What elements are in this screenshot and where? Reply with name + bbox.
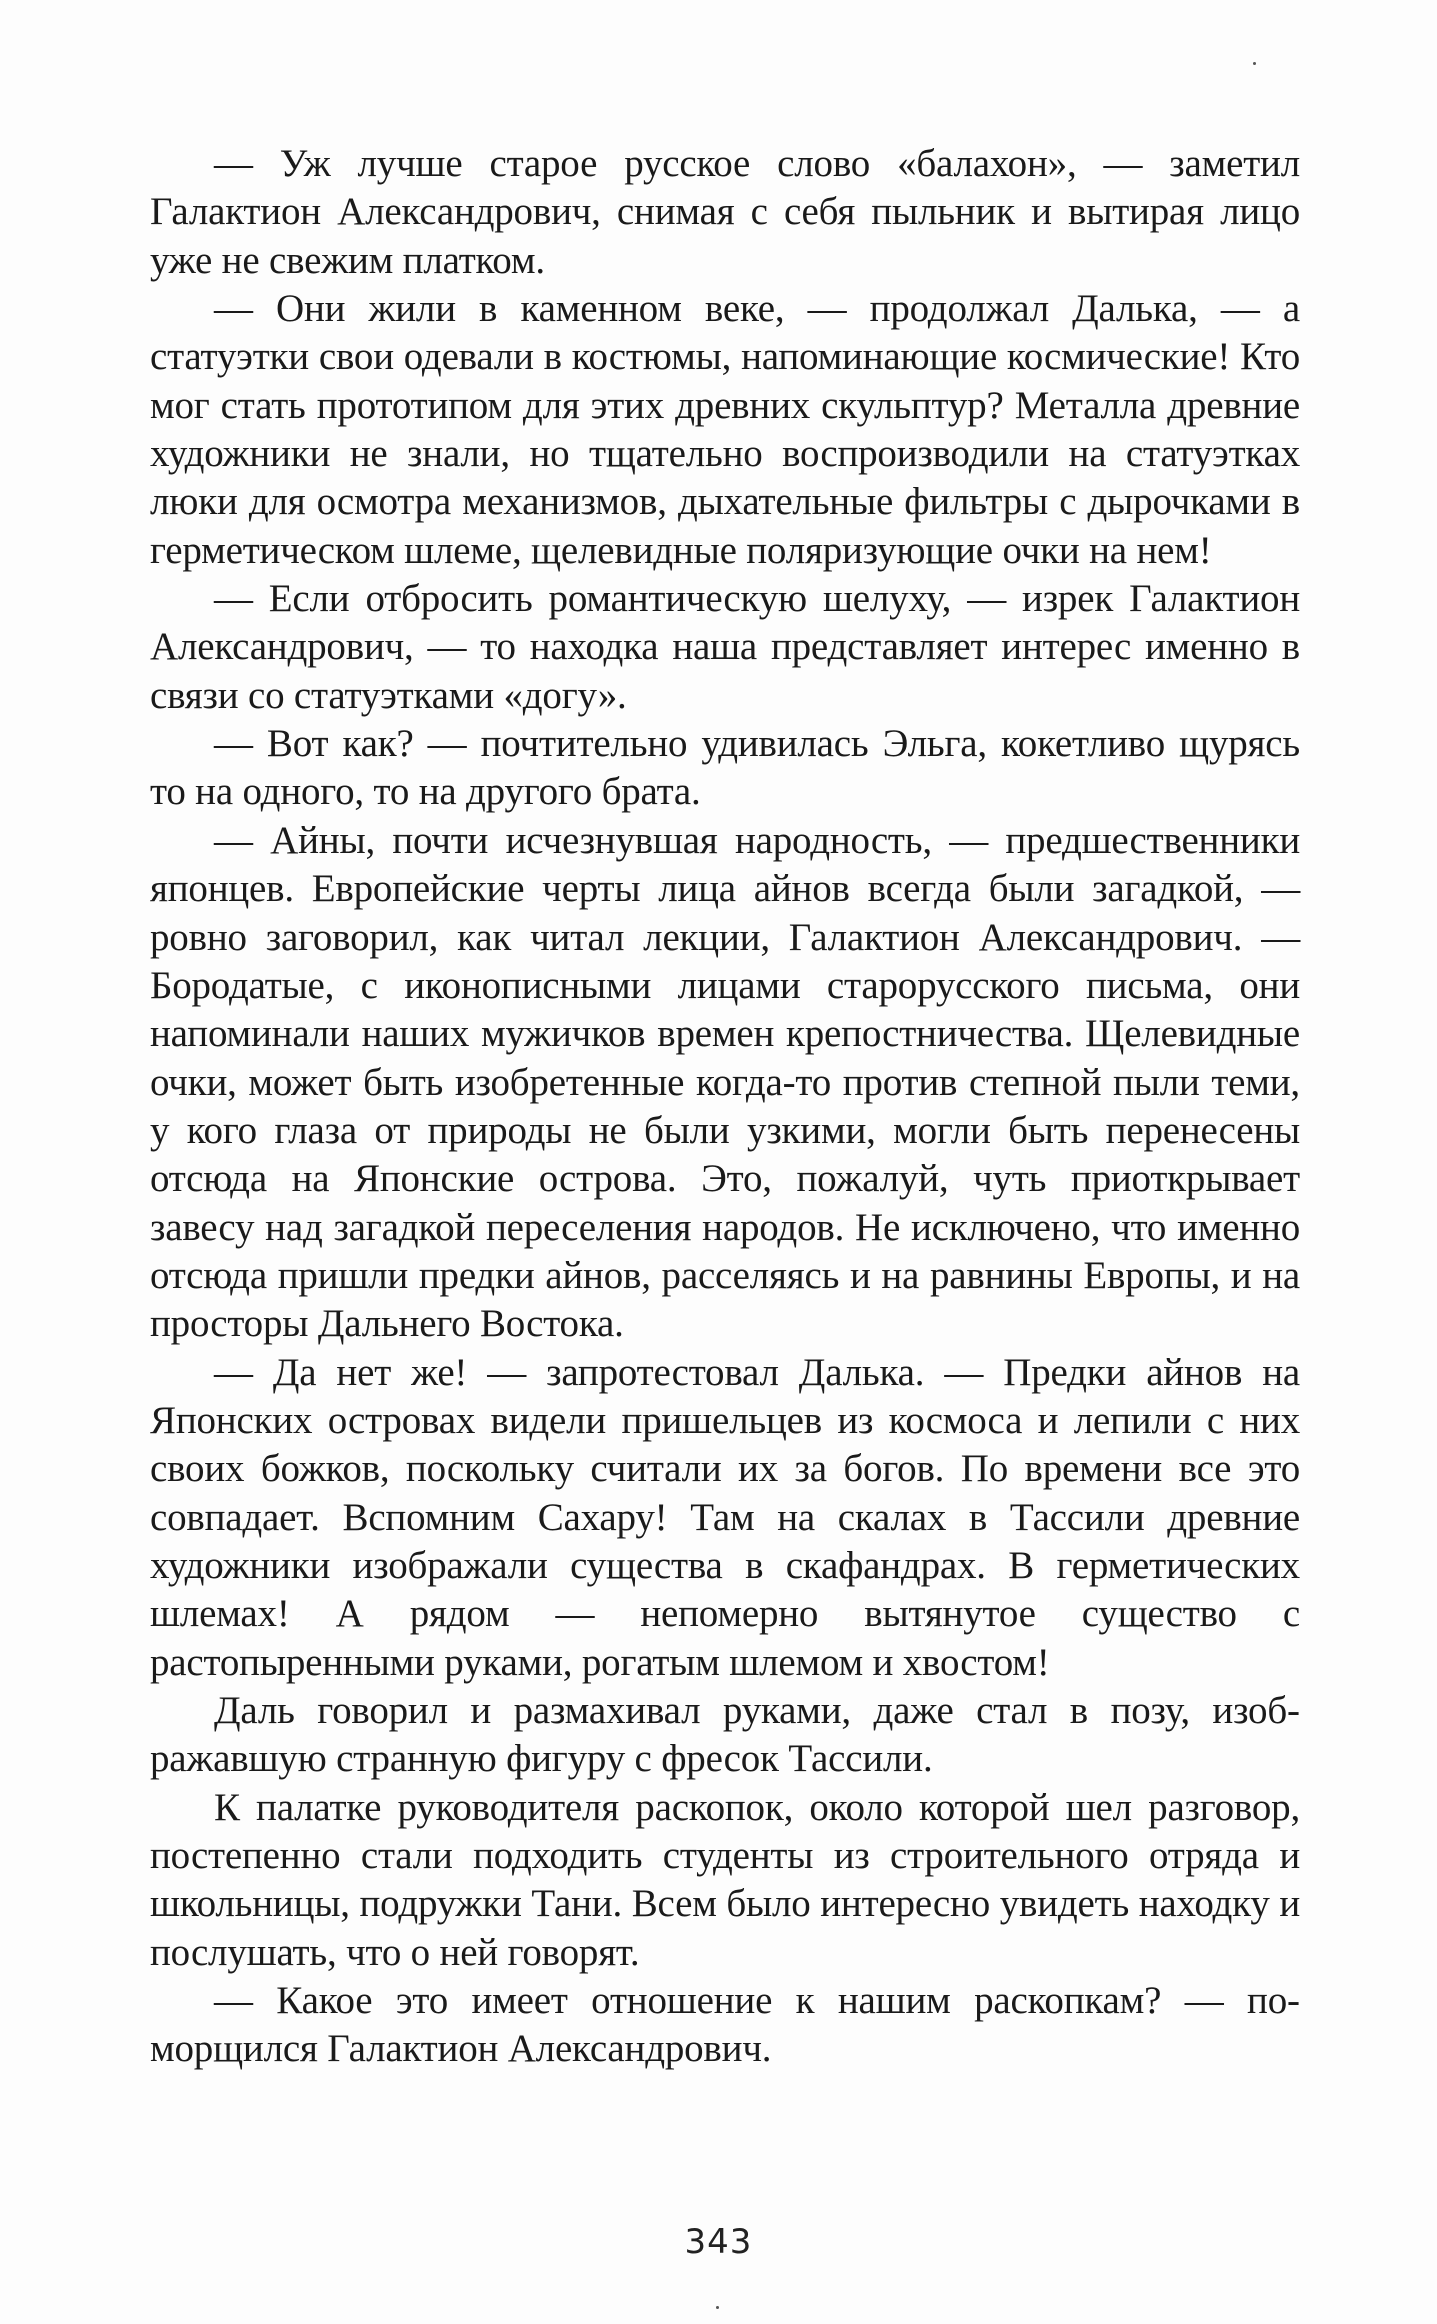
paragraph: — Если отбросить романтическую шелуху, — изрек Галактион Александрович, — то находка наша представляет интерес именно в связи со статуэтками «догу». — [150, 577, 1300, 717]
paragraph: — Какое это имеет отношение к нашим раскопкам? — поморщился Галактион Александрович. — [150, 1979, 1300, 2071]
page-number: 343 — [684, 2222, 753, 2262]
scan-speck — [1253, 62, 1256, 65]
paragraph: Даль говорил и размахивал руками, даже стал в позу, изображавшую странную фигуру с фресок Тассили. — [150, 1689, 1300, 1781]
paragraph: — Айны, почти исчезнувшая народность, — предшественники японцев. Европейские черты лица айнов всегда были загадкой, — ровно заговорил, как читал лекции, Галактион Александрович. — Бородатые, с иконописными лицами старорусского письма, они напоминали наших мужичков времен крепостничества. Щелевидные очки, может быть изобретенные когда-то против степной пыли теми, у кого глаза от природы не были узкими, могли быть перенесены отсюда на Японские острова. Это, пожалуй, чуть приоткрывает завесу над загадкой переселения народов. Не исключено, что именно отсюда пришли предки айнов, расселяясь и на равнины Европы, и на просторы Дальнего Востока. — [150, 818, 1300, 1346]
body-text — [150, 140, 1300, 2074]
paragraph: — Да нет же! — запротестовал Далька. — Предки айнов на Японских островах видели пришельцев из космоса и лепили с них своих божков, поскольку считали их за богов. По времени все это совпадает. Вспомним Сахару! Там на скалах в Тассили древние художники изображали существа в скафандрах. В герметических шлемах! А рядом — непомерно вытянутое существо с растопыренными руками, рогатым шлемом и хвостом! — [150, 1350, 1300, 1684]
paragraph: — Вот как? — почтительно удивилась Эльга, кокетливо щурясь то на одного, то на другого брата. — [150, 722, 1300, 814]
paragraph: — Уж лучше старое русское слово «балахон», — заметил Галактион Александрович, снимая с себя пыльник и вытирая лицо уже не свежим платком. — [150, 142, 1300, 282]
scan-speck — [716, 2306, 719, 2309]
paragraph: — Они жили в каменном веке, — продолжал Далька, — а статуэтки свои одевали в костюмы, напоминающие космические! Кто мог стать прототипом для этих древних скульптур? Металла древние художники не знали, но тщательно воспроизводили на статуэтках люки для осмотра механизмов, дыхательные фильтры с дырочками в герметическом шлеме, щелевидные поляризующие очки на нем! — [150, 287, 1300, 572]
paragraph: К палатке руководителя раскопок, около которой шел разговор, постепенно стали подходить студенты из строительного отряда и школьницы, подружки Тани. Всем было интересно увидеть находку и послушать, что о ней говорят. — [150, 1785, 1300, 1974]
